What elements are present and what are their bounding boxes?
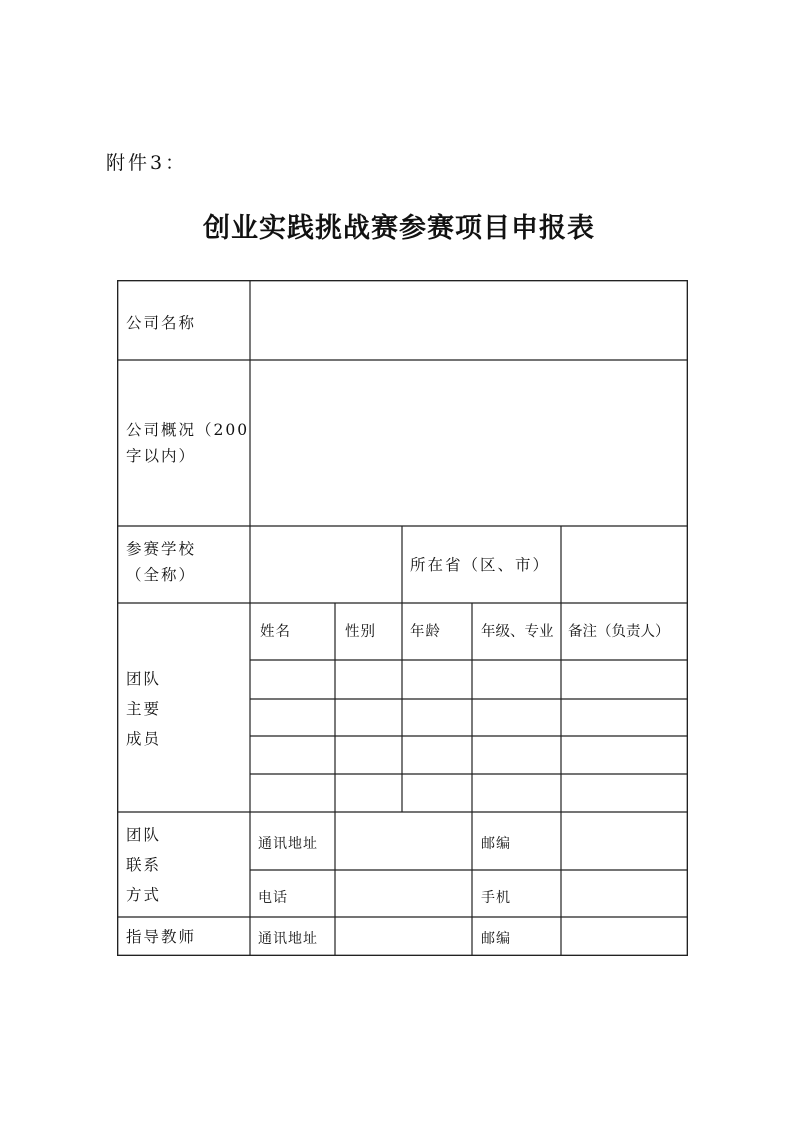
province-label: 所在省（区、市） — [410, 556, 551, 574]
table-grid-lines — [117, 280, 688, 956]
phone-label: 电话 — [258, 890, 288, 906]
team-contact-label — [126, 820, 161, 911]
header-grade-major: 年级、专业 — [481, 624, 554, 640]
advisor-label: 指导教师 — [126, 928, 197, 946]
address-label: 通讯地址 — [258, 836, 318, 852]
application-form-table — [117, 280, 688, 956]
team-members-label — [126, 664, 161, 755]
form-title: 创业实践挑战赛参赛项目申报表 — [203, 213, 595, 244]
team-contact-label-line3: 方式 — [126, 886, 162, 905]
team-members-label-line2: 主要 — [126, 700, 162, 719]
header-name: 姓名 — [260, 624, 291, 640]
attachment-label: 附件3： — [106, 152, 188, 174]
team-contact-label-line1: 团队 — [126, 826, 162, 844]
mobile-label: 手机 — [481, 890, 511, 906]
postcode-label: 邮编 — [481, 836, 511, 852]
advisor-postcode-label: 邮编 — [481, 931, 511, 947]
company-overview-label-line2: 字以内） — [126, 446, 197, 465]
header-age: 年龄 — [410, 624, 441, 640]
team-members-label-line1: 团队 — [126, 670, 162, 688]
header-remarks: 备注（负责人） — [568, 624, 670, 640]
company-name-label: 公司名称 — [126, 314, 197, 332]
team-contact-label-line2: 联系 — [126, 856, 162, 875]
advisor-address-label: 通讯地址 — [258, 931, 318, 947]
company-overview-label — [126, 418, 249, 469]
company-overview-label-line1: 公司概况（200 — [126, 421, 250, 439]
school-label-line2: （全称） — [126, 565, 197, 584]
school-label — [126, 537, 196, 588]
team-members-label-line3: 成员 — [126, 730, 162, 749]
header-gender: 性别 — [345, 624, 376, 640]
school-label-line1: 参赛学校 — [126, 540, 197, 558]
